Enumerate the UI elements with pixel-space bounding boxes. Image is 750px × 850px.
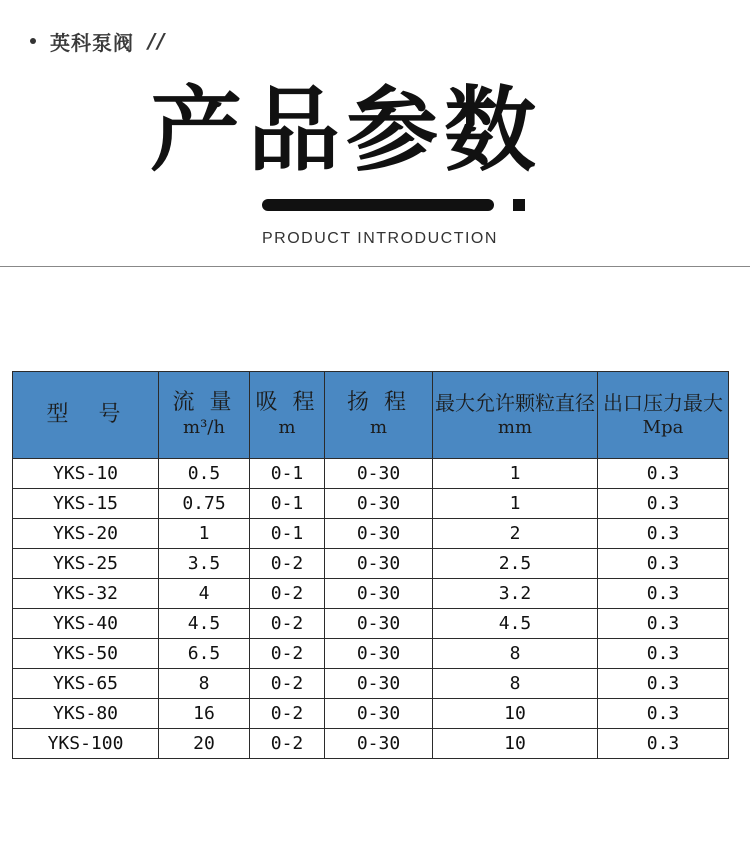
product-parameter-table: [12, 371, 729, 759]
header-head: 扬 程 m: [325, 372, 433, 459]
cell-flow: 4: [159, 579, 250, 609]
table-row: [13, 699, 729, 729]
table-row: [13, 549, 729, 579]
cell-pressure: 0.3: [598, 519, 729, 549]
cell-particle: 10: [433, 699, 598, 729]
cell-flow: 8: [159, 669, 250, 699]
table-row: [13, 729, 729, 759]
cell-suction: 0-2: [250, 549, 325, 579]
cell-pressure: 0.3: [598, 609, 729, 639]
cell-model: YKS-100: [13, 729, 159, 759]
cell-suction: 0-2: [250, 579, 325, 609]
cell-particle: 1: [433, 489, 598, 519]
cell-head: 0-30: [325, 579, 433, 609]
cell-flow: 4.5: [159, 609, 250, 639]
cell-suction: 0-2: [250, 639, 325, 669]
cell-pressure: 0.3: [598, 549, 729, 579]
cell-flow: 3.5: [159, 549, 250, 579]
cell-particle: 8: [433, 639, 598, 669]
cell-pressure: 0.3: [598, 459, 729, 489]
cell-head: 0-30: [325, 639, 433, 669]
brand-slash: //: [148, 29, 167, 53]
cell-pressure: 0.3: [598, 639, 729, 669]
header-model: 型 号: [13, 372, 159, 459]
cell-suction: 0-2: [250, 699, 325, 729]
cell-particle: 1: [433, 459, 598, 489]
cell-model: YKS-50: [13, 639, 159, 669]
cell-model: YKS-65: [13, 669, 159, 699]
cell-model: YKS-15: [13, 489, 159, 519]
cell-flow: 16: [159, 699, 250, 729]
cell-flow: 6.5: [159, 639, 250, 669]
cell-particle: 4.5: [433, 609, 598, 639]
cell-suction: 0-2: [250, 729, 325, 759]
page-title: 产品参数: [150, 77, 543, 184]
table-header-row: [13, 372, 729, 459]
cell-head: 0-30: [325, 489, 433, 519]
cell-model: YKS-20: [13, 519, 159, 549]
header-outlet-pressure: 出口压力最大 Mpa: [598, 372, 729, 459]
cell-pressure: 0.3: [598, 729, 729, 759]
cell-suction: 0-1: [250, 489, 325, 519]
cell-pressure: 0.3: [598, 669, 729, 699]
bullet-dot-icon: [30, 38, 36, 44]
cell-particle: 8: [433, 669, 598, 699]
page-subtitle: PRODUCT INTRODUCTION: [262, 230, 498, 247]
table-row: [13, 609, 729, 639]
cell-head: 0-30: [325, 459, 433, 489]
cell-flow: 0.5: [159, 459, 250, 489]
cell-head: 0-30: [325, 609, 433, 639]
table-row: [13, 459, 729, 489]
cell-flow: 1: [159, 519, 250, 549]
section-divider: [0, 266, 750, 267]
cell-model: YKS-25: [13, 549, 159, 579]
cell-particle: 2: [433, 519, 598, 549]
cell-suction: 0-2: [250, 669, 325, 699]
header-max-particle: 最大允许颗粒直径 mm: [433, 372, 598, 459]
cell-head: 0-30: [325, 729, 433, 759]
cell-particle: 3.2: [433, 579, 598, 609]
table-row: [13, 579, 729, 609]
cell-particle: 2.5: [433, 549, 598, 579]
cell-suction: 0-1: [250, 519, 325, 549]
cell-suction: 0-1: [250, 459, 325, 489]
title-underline-dot: [513, 199, 525, 211]
cell-head: 0-30: [325, 699, 433, 729]
cell-pressure: 0.3: [598, 489, 729, 519]
table-row: [13, 669, 729, 699]
cell-head: 0-30: [325, 519, 433, 549]
cell-flow: 20: [159, 729, 250, 759]
table-row: [13, 519, 729, 549]
cell-model: YKS-40: [13, 609, 159, 639]
table-row: [13, 639, 729, 669]
cell-head: 0-30: [325, 549, 433, 579]
header-flow: 流 量 m³/h: [159, 372, 250, 459]
cell-model: YKS-10: [13, 459, 159, 489]
cell-flow: 0.75: [159, 489, 250, 519]
header-suction: 吸 程 m: [250, 372, 325, 459]
brand-header: [30, 26, 167, 56]
cell-head: 0-30: [325, 669, 433, 699]
cell-pressure: 0.3: [598, 699, 729, 729]
cell-suction: 0-2: [250, 609, 325, 639]
title-underline-bar: [262, 199, 494, 211]
table-row: [13, 489, 729, 519]
brand-name: 英科泵阀: [50, 30, 134, 55]
cell-model: YKS-32: [13, 579, 159, 609]
cell-model: YKS-80: [13, 699, 159, 729]
cell-pressure: 0.3: [598, 579, 729, 609]
cell-particle: 10: [433, 729, 598, 759]
